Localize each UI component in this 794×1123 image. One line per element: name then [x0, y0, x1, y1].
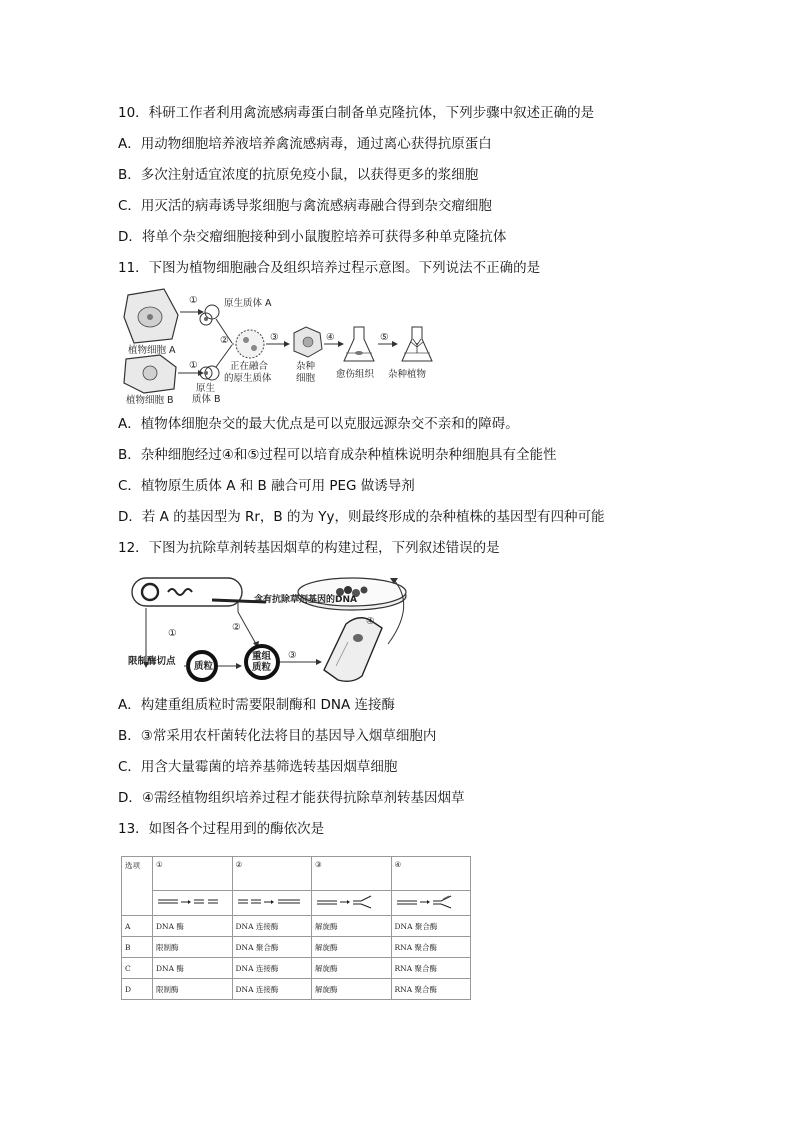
callus-flask-drawing	[344, 327, 374, 361]
fusing-label-line1: 正在融合	[230, 361, 269, 372]
process-2-symbol	[232, 891, 312, 916]
row-a-col2: DNA 连接酶	[232, 916, 312, 937]
step-4-label: ④	[326, 332, 335, 343]
step-3-label: ③	[270, 332, 279, 343]
plant-cell-a-label: 植物细胞 A	[128, 345, 176, 356]
row-a-col3: 解旋酶	[312, 916, 392, 937]
row-c-col4: RNA 聚合酶	[391, 958, 471, 979]
q11-option-b: B．杂种细胞经过④和⑤过程可以培育成杂种植株说明杂种细胞具有全能性	[118, 447, 557, 463]
process-2-icon	[236, 897, 306, 907]
fusing-label-line2: 的原生质体	[224, 373, 272, 384]
hybrid-cell-drawing	[294, 327, 322, 357]
row-a-col4: DNA 聚合酶	[391, 916, 471, 937]
plant-cell-b-drawing	[124, 355, 176, 393]
dna-label: 含有抗除草剂基因的DNA	[254, 595, 357, 605]
q11-option-a: A．植物体细胞杂交的最大优点是可以克服远源杂交不亲和的障碍。	[118, 416, 519, 432]
row-b-col4: RNA 聚合酶	[391, 937, 471, 958]
plant-cell-a-drawing	[124, 289, 178, 343]
row-b-col3: 解旋酶	[312, 937, 392, 958]
q11-stem: 11．下图为植物细胞融合及组织培养过程示意图。下列说法不正确的是	[118, 260, 541, 276]
process-symbol-row	[122, 891, 471, 916]
row-d-col1: 限制酶	[153, 979, 233, 1000]
hybrid-plant-flask-drawing	[402, 327, 432, 361]
row-c-col2: DNA 连接酶	[232, 958, 312, 979]
step-4-label: ④	[366, 616, 375, 627]
q11-option-d: D．若 A 的基因型为 Rr，B 的为 Yy，则最终形成的杂种植株的基因型有四种可能	[118, 509, 605, 525]
q10-stem: 10．科研工作者利用禽流感病毒蛋白制备单克隆抗体，下列步骤中叙述正确的是	[118, 105, 595, 121]
plant-cell-fusion-figure	[120, 287, 440, 405]
q12-option-a: A．构建重组质粒时需要限制酶和 DNA 连接酶	[118, 697, 396, 713]
process-1-symbol	[153, 891, 233, 916]
table-header-row	[122, 857, 471, 891]
row-c-col3: 解旋酶	[312, 958, 392, 979]
row-a-col1: DNA 酶	[153, 916, 233, 937]
q12-stem: 12．下图为抗除草剂转基因烟草的构建过程，下列叙述错误的是	[118, 540, 500, 556]
row-c-col1: DNA 酶	[153, 958, 233, 979]
recombinant-label-line2: 质粒	[252, 662, 272, 673]
table-row	[122, 916, 471, 937]
plant-cell-b-label: 植物细胞 B	[126, 395, 174, 406]
q12-option-b: B．③常采用农杆菌转化法将目的基因导入烟草细胞内	[118, 728, 437, 744]
row-d-col4: RNA 聚合酶	[391, 979, 471, 1000]
step-1-label: ①	[168, 628, 177, 639]
process-3-symbol	[312, 891, 392, 916]
q10-option-c: C．用灭活的病毒诱导浆细胞与禽流感病毒融合得到杂交瘤细胞	[118, 198, 492, 214]
q11-option-c: C．植物原生质体 A 和 B 融合可用 PEG 做诱导剂	[118, 478, 415, 494]
process-4-icon	[395, 895, 465, 909]
row-b-col1: 限制酶	[153, 937, 233, 958]
row-d-col3: 解旋酶	[312, 979, 392, 1000]
plasmid-label: 质粒	[194, 661, 214, 672]
header-process-4: ④	[391, 857, 471, 891]
header-option-cell: 选项	[122, 857, 153, 916]
transgenic-tobacco-figure	[126, 566, 416, 688]
table-row	[122, 958, 471, 979]
header-process-2: ②	[232, 857, 312, 891]
protoplast-a-label: 原生质体 A	[224, 298, 272, 309]
recombinant-label-line1: 重组	[252, 651, 272, 662]
process-3-icon	[315, 895, 385, 909]
table-row	[122, 979, 471, 1000]
q10-option-b: B．多次注射适宜浓度的抗原免疫小鼠，以获得更多的浆细胞	[118, 167, 479, 183]
callus-label: 愈伤组织	[336, 369, 375, 380]
hybrid-cell-label-line1: 杂种	[296, 361, 316, 372]
step-1-label-a: ①	[189, 295, 198, 306]
row-b-col2: DNA 聚合酶	[232, 937, 312, 958]
q12-option-d: D．④需经植物组织培养过程才能获得抗除草剂转基因烟草	[118, 790, 465, 806]
row-b-option: B	[122, 937, 153, 958]
process-4-symbol	[391, 891, 471, 916]
step-5-label: ⑤	[380, 332, 389, 343]
cut-site-label: 限制酶切点	[128, 656, 176, 667]
header-process-3: ③	[312, 857, 392, 891]
fusing-protoplasts-drawing	[236, 330, 264, 358]
row-c-option: C	[122, 958, 153, 979]
q10-option-a: A．用动物细胞培养液培养禽流感病毒，通过离心获得抗原蛋白	[118, 136, 492, 152]
step-2-label: ②	[220, 335, 229, 346]
enzyme-options-table	[121, 856, 471, 1000]
q10-option-d: D．将单个杂交瘤细胞接种到小鼠腹腔培养可获得多种单克隆抗体	[118, 229, 507, 245]
tobacco-cell-drawing	[324, 618, 382, 682]
table-row	[122, 937, 471, 958]
q12-option-c: C．用含大量霉菌的培养基筛选转基因烟草细胞	[118, 759, 398, 775]
process-1-icon	[156, 897, 226, 907]
header-process-1: ①	[153, 857, 233, 891]
row-d-option: D	[122, 979, 153, 1000]
step-2-label: ②	[232, 622, 241, 633]
row-d-col2: DNA 连接酶	[232, 979, 312, 1000]
hybrid-plant-label: 杂种植物	[388, 369, 427, 380]
row-a-option: A	[122, 916, 153, 937]
hybrid-cell-label-line2: 细胞	[296, 373, 316, 384]
step-1-label-b: ①	[189, 360, 198, 371]
protoplast-b-label-line2: 质体 B	[192, 394, 221, 405]
protoplast-b-label-line1: 原生	[196, 383, 216, 394]
q13-stem: 13．如图各个过程用到的酶依次是	[118, 821, 325, 837]
step-3-label: ③	[288, 650, 297, 661]
